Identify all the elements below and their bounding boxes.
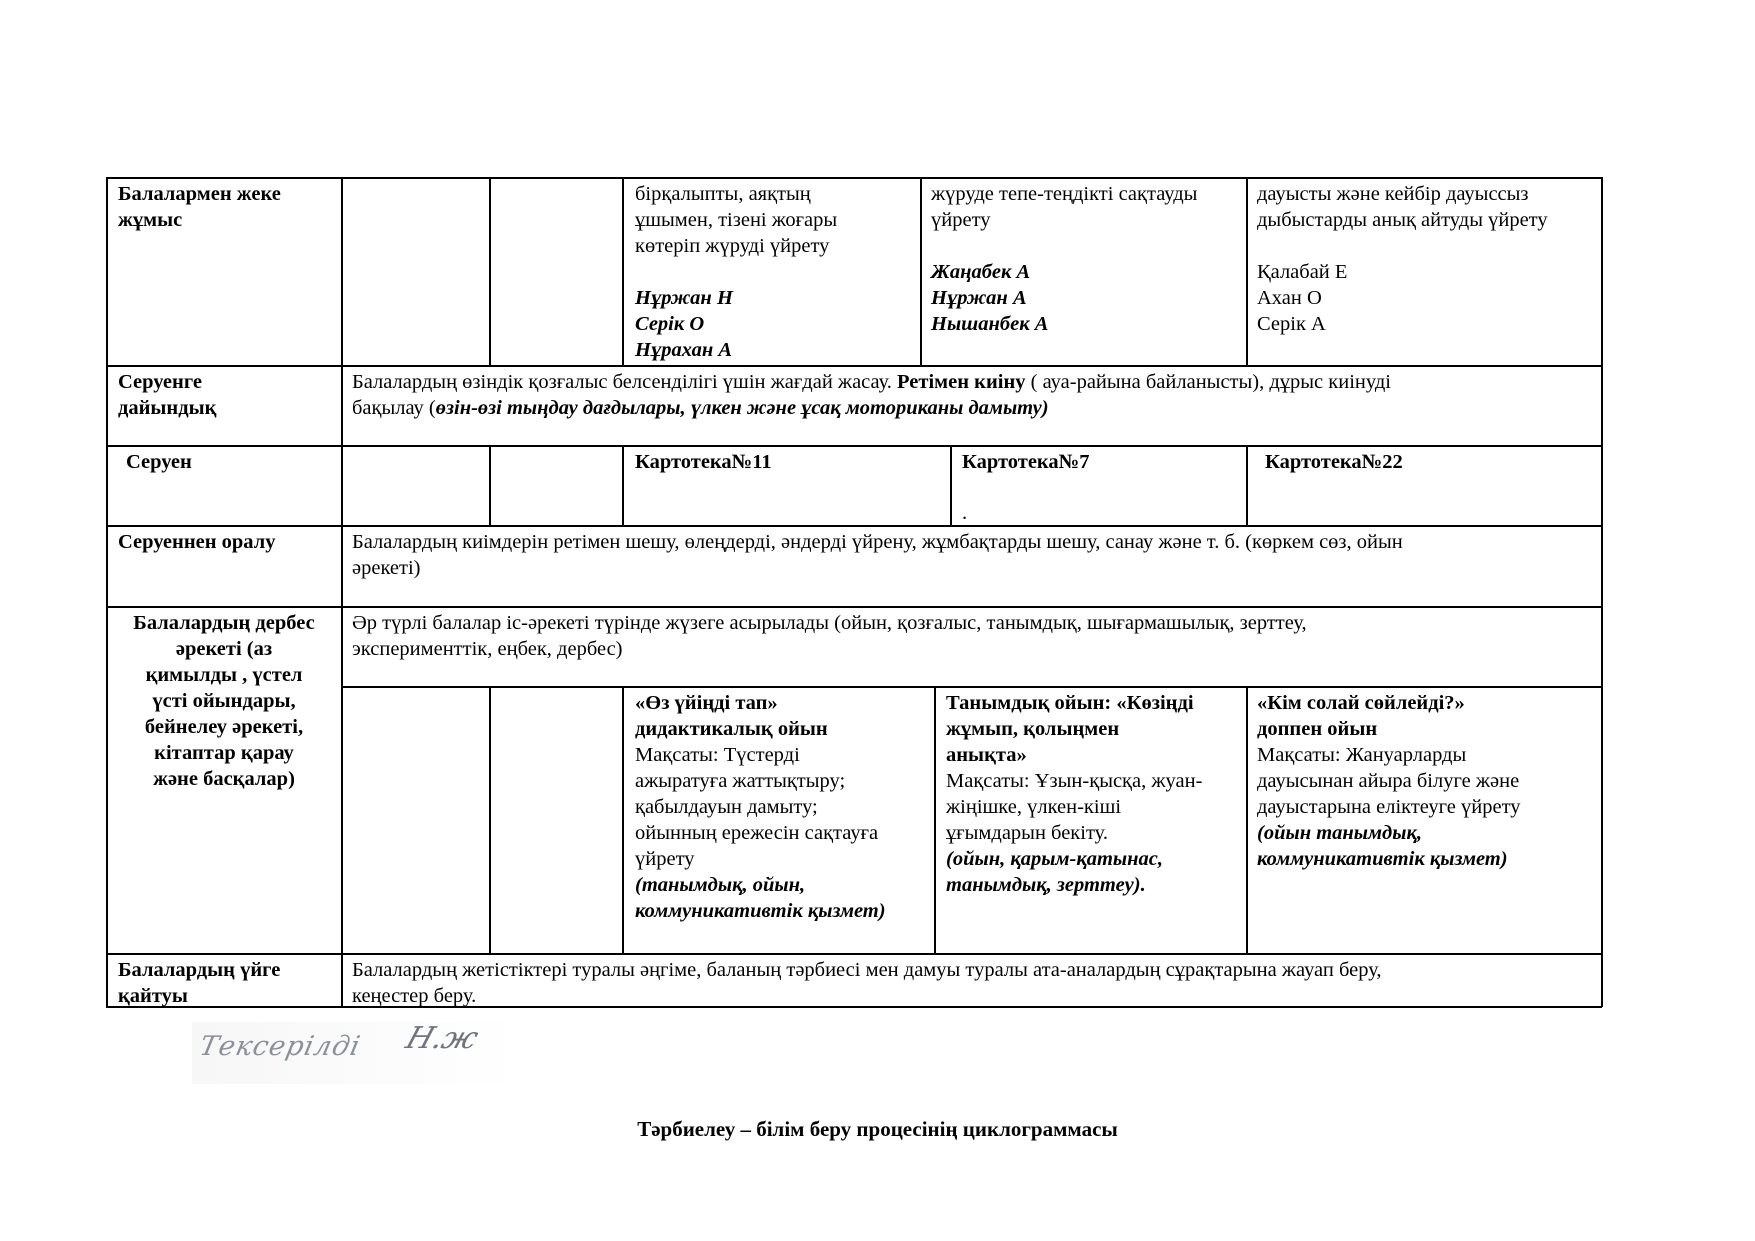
individual-thursday-goal: жүруде тепе-теңдікті сақтауды үйрету xyxy=(931,183,1198,231)
child-name: Нышанбек А xyxy=(931,313,1049,335)
game-wednesday-activity: (танымдық, ойын, коммуникативтік қызмет) xyxy=(635,874,886,922)
game-thursday-cell xyxy=(946,690,1243,898)
child-name: Нұржан Н xyxy=(635,287,733,309)
signature-mark: Н.ж xyxy=(401,1021,483,1056)
game-thursday-goal: Мақсаты: Ұзын-қысқа, жуан- жіңішке, үлкен-кіші ұғымдарын бекіту. xyxy=(946,770,1203,844)
walk-thursday-card: Картотека№7 xyxy=(962,451,1090,473)
individual-wednesday-goal: бірқалыпты, аяқтың ұшымен, тізені жоғары көтеріп жүруді үйрету xyxy=(635,183,838,257)
game-wednesday-title: «Өз үйіңді тап» дидактикалық ойын xyxy=(635,692,828,740)
walk-prep-bold: Ретімен киіну xyxy=(897,371,1026,393)
individual-thursday-cell xyxy=(931,181,1243,337)
game-wednesday-cell xyxy=(635,690,931,924)
walk-thursday-dot: . xyxy=(962,502,968,524)
going-home-text: Балалардың жетістіктері туралы әңгіме, баланың тәрбиесі мен дамуы туралы ата-аналардың сұрақтарына жауап беру, кеңестер беру. xyxy=(352,959,1382,1007)
game-friday-title: «Кім солай сөйлейді?» доппен ойын xyxy=(1257,692,1465,740)
row-label-walk-prep: Серуенге дайындық xyxy=(118,371,217,419)
game-thursday-activity: (ойын, қарым-қатынас, танымдық, зерттеу). xyxy=(946,848,1163,896)
game-wednesday-goal: Мақсаты: Түстерді ажыратуға жаттықтыру; қабылдауын дамыту; ойынның ережесін сақтауға үйрету xyxy=(635,744,879,870)
row-label-independent: Балалардың дербес әрекеті (аз қимылды , үстел үсті ойындары, бейнелеу әрекеті, кітаптар қарау және басқалар) xyxy=(133,612,315,790)
child-name: Жаңабек А xyxy=(931,261,1031,283)
game-friday-goal: Мақсаты: Жануарларды дауысынан айыра білуге және дауыстарына еліктеуге үйрету xyxy=(1257,744,1521,818)
handwritten-signature xyxy=(192,1022,522,1084)
walk-prep-text-b: ( ауа-райына байланысты), дұрыс киінуді бақылау ( xyxy=(352,371,1391,419)
individual-wednesday-cell xyxy=(635,181,915,363)
child-name: Серік О xyxy=(635,313,705,335)
walk-prep-italic: өзін-өзі тыңдау дағдылары, үлкен және ұсақ моториканы дамыту) xyxy=(435,397,1049,419)
game-thursday-title: Танымдық ойын: «Көзіңді жұмып, қолыңмен анықта» xyxy=(946,692,1194,766)
row-label-walk: Серуен xyxy=(126,451,192,473)
signature-word: Тексерілді xyxy=(196,1031,364,1062)
walk-wednesday-card: Картотека№11 xyxy=(635,451,772,473)
child-name: Нұрахан А xyxy=(635,339,733,361)
individual-friday-goal: дауысты және кейбір дауыссыз дыбыстарды анық айтуды үйрету xyxy=(1257,183,1548,231)
walk-friday-card: Картотека№22 xyxy=(1265,451,1403,473)
individual-friday-cell xyxy=(1257,181,1597,337)
game-friday-cell xyxy=(1257,690,1597,872)
walk-prep-text-a: Балалардың өзіндік қозғалыс белсенділігі үшін жағдай жасау. xyxy=(352,371,898,393)
child-name: Ахан О xyxy=(1257,287,1322,309)
row-label-going-home: Балалардың үйге қайтуы xyxy=(118,959,281,1007)
child-name: Қалабай Е xyxy=(1257,261,1348,283)
row-label-individual-work: Балалармен жеке жұмыс xyxy=(118,183,281,231)
walk-prep-text xyxy=(352,369,1597,421)
document-title: Тәрбиелеу – білім беру процесінің циклограммасы xyxy=(637,1117,1118,1141)
row-label-walk-return: Серуеннен оралу xyxy=(118,531,276,553)
child-name: Нұржан А xyxy=(931,287,1027,309)
independent-text: Әр түрлі балалар іс-әрекеті түрінде жүзеге асырылады (ойын, қозғалыс, танымдық, шығармашылық, зерттеу, эксперименттік, еңбек, дербес) xyxy=(352,612,1307,660)
walk-return-text: Балалардың киімдерін ретімен шешу, өлеңдерді, әндерді үйрену, жұмбақтарды шешу, санау және т. б. (көркем сөз, ойын әрекеті) xyxy=(352,531,1403,579)
game-friday-activity: (ойын танымдық, коммуникативтік қызмет) xyxy=(1257,822,1508,870)
child-name: Серік А xyxy=(1257,313,1326,335)
